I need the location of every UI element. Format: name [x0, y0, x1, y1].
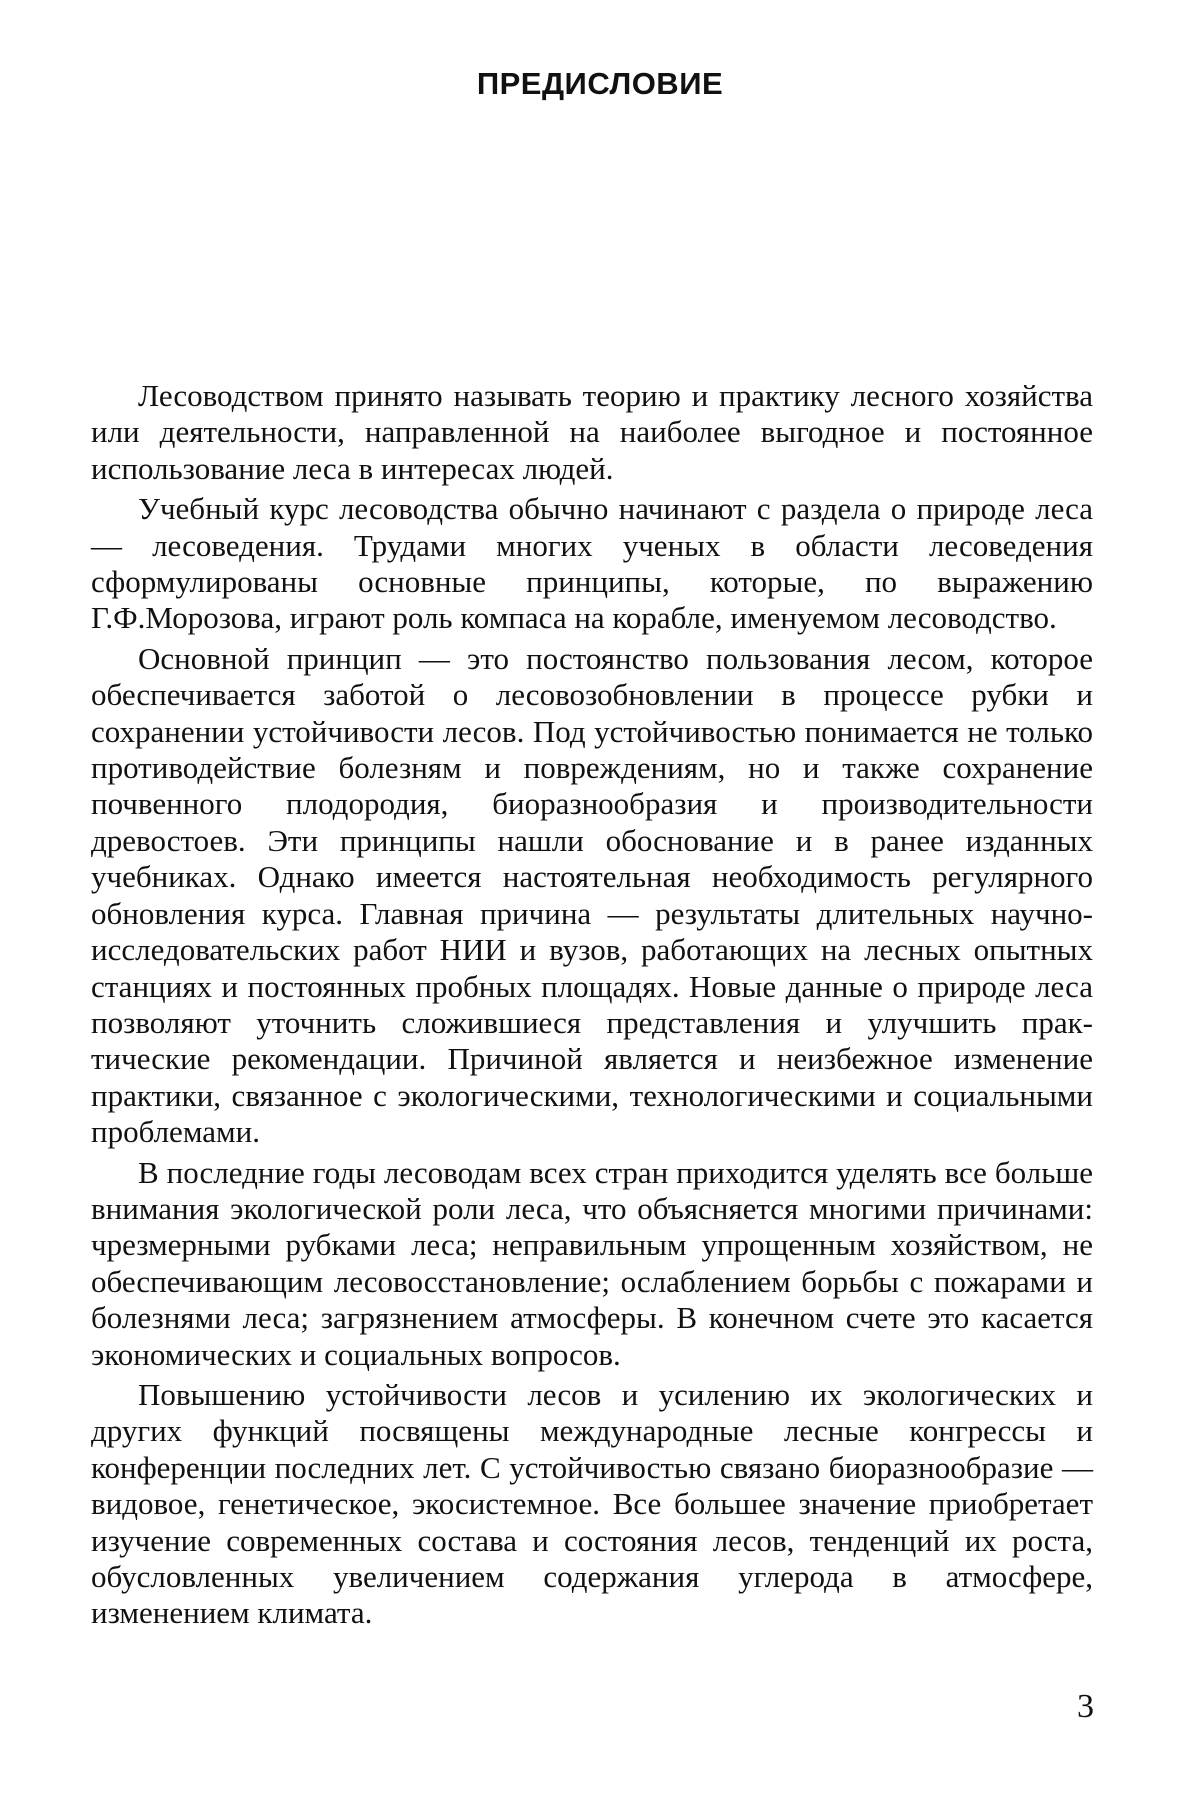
preface-body [91, 378, 1093, 1632]
paragraph: Лесоводством принято называть теорию и практику лесного хозяйства или деятельности, направленной на наиболее выгодное и постоянное использование леса в интересах людей. [91, 378, 1093, 486]
page-number: 3 [1077, 1688, 1094, 1725]
paragraph: Основной принцип — это постоянство пользования лесом, которое обеспечивается заботой о лесовозобновлении в процессе рубки и сохранении устойчивости лесов. Под устойчивостью понимается не только противодействие болезням и повреждениям, но и также сохранение почвенного плодородия, биоразнообразия и производительности древостоев. Эти принципы нашли обоснование и в ранее изданных учебниках. Однако имеется настоятельная необходимость регулярного обновления курса. Главная причина — результаты длительных научно-исследовательских работ НИИ и вузов, работающих на лесных опытных станциях и постоянных пробных площадях. Новые данные о природе леса позволяют уточнить сложившиеся представления и улучшить практические рекомендации. Причиной является и неизбежное изменение практики, связанное с экологическими, технологическими и социальными проблемами. [91, 640, 1093, 1150]
paragraph: В последние годы лесоводам всех стран приходится уделять все больше внимания экологической роли леса, что объясняется многими причинами: чрезмерными рубками леса; неправильным упрощенным хозяйством, не обеспечивающим лесовосстановление; ослаблением борьбы с пожарами и болезнями леса; загрязнением атмосферы. В конечном счете это касается экономических и социальных вопросов. [91, 1154, 1093, 1372]
paragraph: Повышению устойчивости лесов и усилению их экологических и других функций посвящены международные лесные конгрессы и конференции последних лет. С устойчивостью связано биоразнообразие — видовое, генетическое, экосистемное. Все большее значение приобретает изучение современных состава и состояния лесов, тенденций их роста, обусловленных увеличением содержания углерода в атмосфере, изменением климата. [91, 1376, 1093, 1631]
paragraph: Учебный курс лесоводства обычно начинают с раздела о природе леса — лесоведения. Трудами многих ученых в области лесоведения сформулированы основные принципы, которые, по выражению Г.Ф.Морозова, играют роль компаса на корабле, именуемом лесоводство. [91, 491, 1093, 636]
page-heading: ПРЕДИСЛОВИЕ [476, 66, 724, 101]
